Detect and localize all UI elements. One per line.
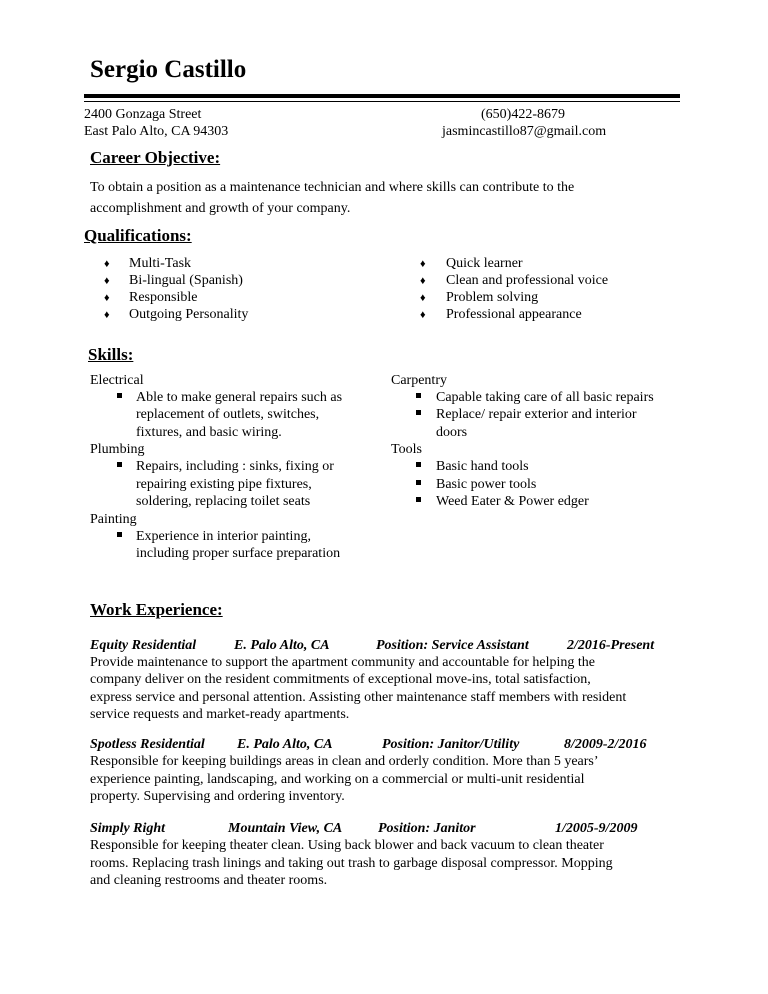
job-description-line: experience painting, landscaping, and working on a commercial or multi-unit residential [90,772,585,787]
skill-line: Replace/ repair exterior and interior [436,407,637,422]
skill-line: Basic hand tools [436,459,529,474]
job-dates: 1/2005-9/2009 [555,821,638,836]
square-bullet-icon [416,480,421,485]
job-employer: Simply Right [90,821,166,836]
job-employer: Equity Residential [90,638,197,653]
qualification-item: Multi-Task [129,256,192,271]
skill-line: repairing existing pipe fixtures, [136,477,312,492]
job-position: Position: Janitor/Utility [382,737,520,752]
diamond-bullet-icon: ♦ [104,258,110,270]
skill-category-electrical: Electrical [90,373,144,388]
header-rule-thin [84,101,680,102]
objective-heading: Career Objective: [90,148,221,167]
job-position: Position: Service Assistant [376,638,529,653]
skill-category-carpentry: Carpentry [391,373,447,388]
job-description-line: rooms. Replacing trash linings and taking out trash to garbage disposal compressor. Mopping [90,856,613,871]
qualification-item: Professional appearance [446,307,582,322]
skill-line: soldering, replacing toilet seats [136,494,311,509]
diamond-bullet-icon: ♦ [420,275,426,287]
skill-line: including proper surface preparation [136,546,341,561]
job-location: E. Palo Alto, CA [234,638,330,653]
job-description-line: company deliver on the resident commitments of exceptional move-ins, total satisfaction, [90,672,591,687]
job-description-line: express service and personal attention. Assisting other maintenance staff members with resident [90,690,627,705]
qualification-item: Problem solving [446,290,539,305]
skill-line: fixtures, and basic wiring. [136,425,282,440]
qualification-item: Bi-lingual (Spanish) [129,273,243,288]
objective-line2: accomplishment and growth of your company. [90,201,351,216]
skill-line: doors [436,425,468,440]
skill-line: Experience in interior painting, [136,529,311,544]
work-heading: Work Experience: [90,600,223,619]
skill-category-painting: Painting [90,512,137,527]
phone-number: (650)422-8679 [481,107,565,122]
job-dates: 2/2016-Present [567,638,655,653]
objective-line1: To obtain a position as a maintenance technician and where skills can contribute to the [90,180,575,195]
skill-category-tools: Tools [391,442,422,457]
job-location: Mountain View, CA [228,821,343,836]
resume-name: Sergio Castillo [90,56,247,83]
diamond-bullet-icon: ♦ [104,275,110,287]
skills-heading: Skills: [88,345,134,364]
job-description-line: Responsible for keeping theater clean. Using back blower and back vacuum to clean theater [90,838,604,853]
skill-category-plumbing: Plumbing [90,442,145,457]
job-description-line: Provide maintenance to support the apartment community and accountable for helping the [90,655,596,670]
header-rule-thick [84,94,680,98]
job-position: Position: Janitor [378,821,476,836]
square-bullet-icon [117,462,122,467]
job-description-line: service requests and market-ready apartments. [90,707,350,722]
skill-line: Weed Eater & Power edger [436,494,589,509]
square-bullet-icon [117,393,122,398]
qualification-item: Outgoing Personality [129,307,249,322]
square-bullet-icon [416,410,421,415]
job-description-line: property. Supervising and ordering inventory. [90,789,345,804]
skill-line: Capable taking care of all basic repairs [436,390,654,405]
square-bullet-icon [117,532,122,537]
job-dates: 8/2009-2/2016 [564,737,647,752]
square-bullet-icon [416,497,421,502]
address-line2: East Palo Alto, CA 94303 [84,124,229,139]
job-description-line: and cleaning restrooms and theater rooms. [90,873,328,888]
job-location: E. Palo Alto, CA [237,737,333,752]
email-address: jasmincastillo87@gmail.com [442,124,607,139]
qualifications-heading: Qualifications: [84,226,192,245]
diamond-bullet-icon: ♦ [420,309,426,321]
skill-line: Able to make general repairs such as [136,390,343,405]
job-description-line: Responsible for keeping buildings areas in clean and orderly condition. More than 5 years’ [90,754,599,769]
address-line1: 2400 Gonzaga Street [84,107,202,122]
skill-line: replacement of outlets, switches, [136,407,320,422]
square-bullet-icon [416,462,421,467]
square-bullet-icon [416,393,421,398]
diamond-bullet-icon: ♦ [104,292,110,304]
diamond-bullet-icon: ♦ [104,309,110,321]
skill-line: Basic power tools [436,477,537,492]
qualification-item: Quick learner [446,256,523,271]
job-employer: Spotless Residential [90,737,205,752]
diamond-bullet-icon: ♦ [420,292,426,304]
diamond-bullet-icon: ♦ [420,258,426,270]
qualification-item: Responsible [129,290,198,305]
skill-line: Repairs, including : sinks, fixing or [136,459,334,474]
qualification-item: Clean and professional voice [446,273,609,288]
